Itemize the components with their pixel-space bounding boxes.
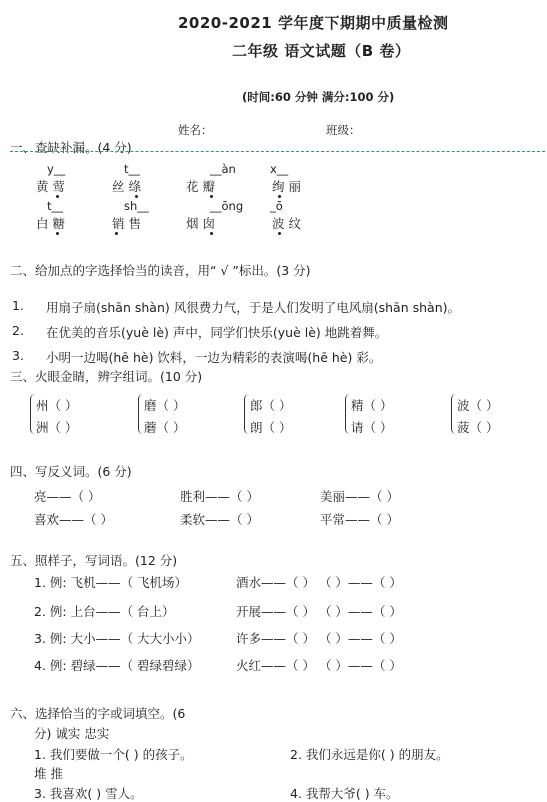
question-number: 2. bbox=[12, 323, 24, 338]
pinyin-blank: t__ bbox=[124, 162, 141, 176]
pinyin-blank: __àn bbox=[210, 162, 236, 176]
task-text: 开展——（ ） （ ）——（ ） bbox=[236, 604, 402, 619]
word-choices: 堆 推 bbox=[34, 766, 63, 781]
exam-subtitle: 二年级 语文试题（B 卷） bbox=[232, 42, 411, 60]
antonym-item: 喜欢——（ ） bbox=[34, 512, 113, 527]
emphasis-dot bbox=[135, 195, 138, 198]
antonym-item: 胜利——（ ） bbox=[180, 489, 259, 504]
pinyin-blank: x__ bbox=[270, 162, 289, 176]
pinyin-blank: __ōng bbox=[210, 199, 244, 213]
example-text: 3. 例: 大小——（ 大大小小） bbox=[34, 631, 200, 646]
emphasis-dot bbox=[278, 195, 281, 198]
emphasis-dot bbox=[56, 195, 59, 198]
dashed-divider bbox=[10, 151, 545, 152]
word: 花瓣 bbox=[186, 179, 220, 194]
section-6-heading: 六、选择恰当的字或词填空。(6 bbox=[10, 706, 186, 721]
word: 销售 bbox=[112, 216, 146, 231]
name-label: 姓名： bbox=[178, 123, 213, 137]
section-5-heading: 五、照样子，写词语。(12 分) bbox=[10, 553, 178, 568]
fill-question: 2. 我们永远是你( ) 的朋友。 bbox=[290, 747, 449, 762]
char-pair-bottom: 洲（ ） bbox=[36, 420, 78, 435]
word: 烟囱 bbox=[186, 216, 220, 231]
emphasis-dot bbox=[210, 232, 213, 235]
emphasis-dot bbox=[115, 232, 118, 235]
fill-question: 4. 我帮大爷( ) 车。 bbox=[290, 786, 399, 801]
char-pair-bottom: 请（ ） bbox=[351, 420, 393, 435]
pinyin-blank: sh__ bbox=[124, 199, 149, 213]
char-pair-top: 州（ ） bbox=[36, 398, 78, 413]
exam-meta: (时间:60 分钟 满分:100 分) bbox=[242, 90, 395, 104]
question-number: 1. bbox=[12, 298, 24, 313]
section-3-heading: 三、火眼金睛，辨字组词。(10 分) bbox=[10, 369, 203, 384]
class-label: 班级： bbox=[326, 123, 361, 137]
fill-question: 3. 我喜欢( ) 雪人。 bbox=[34, 786, 143, 801]
section-1-heading: 一、查缺补漏。(4 分) bbox=[10, 140, 132, 155]
section-2-heading: 二、给加点的字选择恰当的读音，用“ √ ”标出。(3 分) bbox=[10, 263, 311, 278]
example-text: 4. 例: 碧绿——（ 碧绿碧绿） bbox=[34, 658, 200, 673]
char-pair-bottom: 菠（ ） bbox=[457, 420, 499, 435]
pinyin-blank: _ō bbox=[270, 199, 283, 213]
char-pair-bottom: 朗（ ） bbox=[250, 420, 292, 435]
antonym-item: 美丽——（ ） bbox=[320, 489, 399, 504]
char-pair-top: 郎（ ） bbox=[250, 398, 292, 413]
char-pair-top: 波（ ） bbox=[457, 398, 499, 413]
pinyin-blank: y__ bbox=[47, 162, 66, 176]
exam-title: 2020-2021 学年度下期期中质量检测 bbox=[178, 14, 449, 32]
word: 波纹 bbox=[272, 216, 306, 231]
antonym-item: 柔软——（ ） bbox=[180, 512, 259, 527]
question-number: 3. bbox=[12, 348, 24, 363]
question-text: 用扇子扇(shān shàn) 风很费力气，于是人们发明了电风扇(shān shàn)。 bbox=[46, 300, 460, 315]
task-text: 火红——（ ） （ ）——（ ） bbox=[236, 658, 402, 673]
word: 黄莺 bbox=[36, 179, 70, 194]
fill-question: 1. 我们要做一个( ) 的孩子。 bbox=[34, 747, 193, 762]
emphasis-dot bbox=[56, 232, 59, 235]
char-pair-bottom: 蘑（ ） bbox=[144, 420, 186, 435]
pinyin-blank: t__ bbox=[47, 199, 64, 213]
emphasis-dot bbox=[278, 232, 281, 235]
word: 绚丽 bbox=[272, 179, 306, 194]
question-text: 小明一边喝(hē hè) 饮料，一边为精彩的表演喝(hē hè) 彩。 bbox=[46, 350, 382, 365]
question-text: 在优美的音乐(yuè lè) 声中，同学们快乐(yuè lè) 地跳着舞。 bbox=[46, 325, 388, 340]
task-text: 许多——（ ） （ ）——（ ） bbox=[236, 631, 402, 646]
char-pair-top: 精（ ） bbox=[351, 398, 393, 413]
antonym-item: 平常——（ ） bbox=[320, 512, 399, 527]
antonym-item: 亮——（ ） bbox=[34, 489, 101, 504]
task-text: 酒水——（ ） （ ）——（ ） bbox=[236, 575, 402, 590]
word: 白糖 bbox=[36, 216, 70, 231]
example-text: 1. 例: 飞机——（ 飞机场） bbox=[34, 575, 188, 590]
word: 丝绦 bbox=[112, 179, 146, 194]
example-text: 2. 例: 上台——（ 台上） bbox=[34, 604, 175, 619]
section-4-heading: 四、写反义词。(6 分) bbox=[10, 464, 132, 479]
char-pair-top: 磨（ ） bbox=[144, 398, 186, 413]
word-choices: 分) 诚实 忠实 bbox=[34, 726, 110, 741]
emphasis-dot bbox=[210, 195, 213, 198]
